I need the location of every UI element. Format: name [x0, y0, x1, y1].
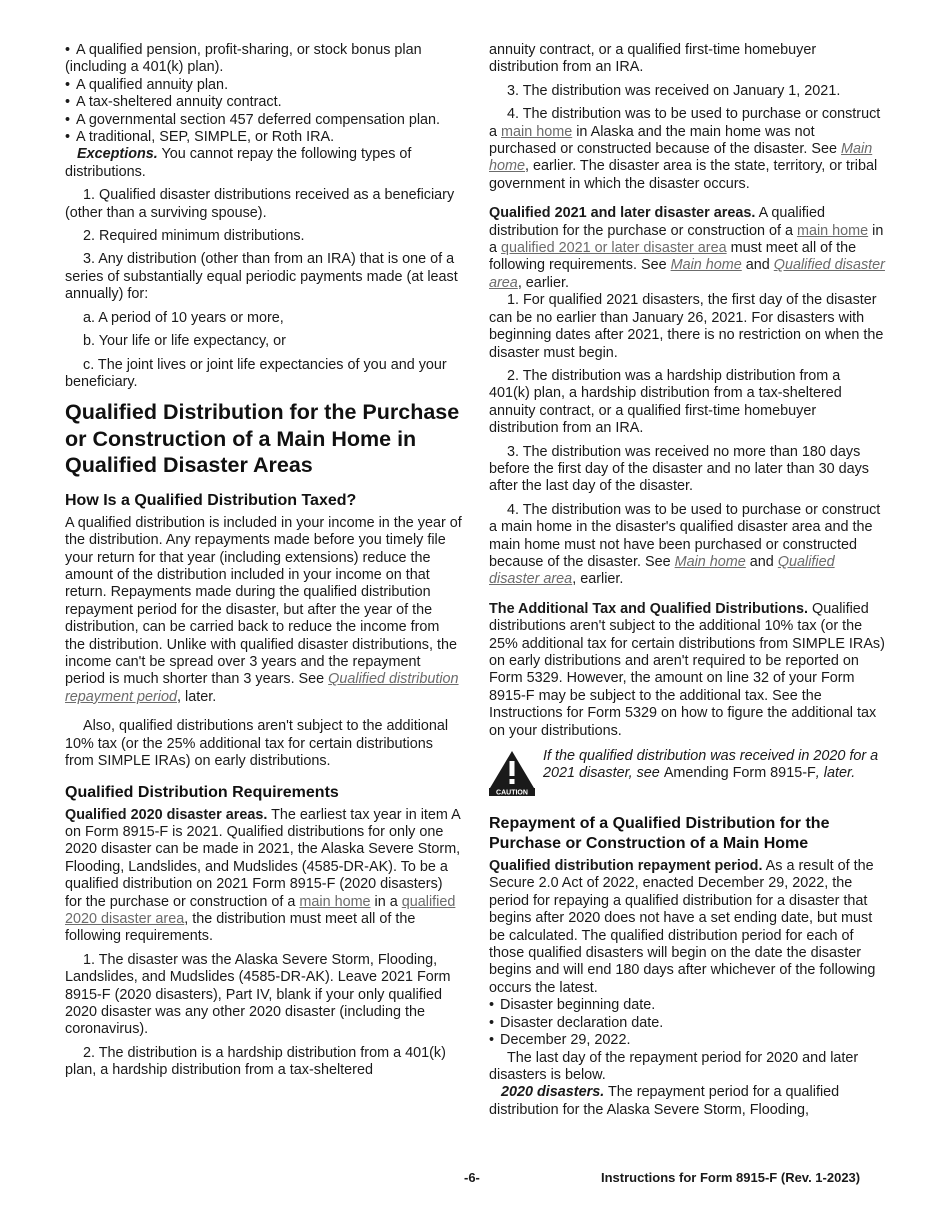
exception-2: 2. Required minimum distributions.	[83, 228, 305, 245]
repayment-period-text: As a result of the Secure 2.0 Act of 2022, enacted December 29, 2022, the period for repaying a qualified distribution for a disaster that begins after 2020 does not have a set ending date, but must be calculated. The qualified distribution period for each of those qualified disasters will begin on the date the disaster begins and will end 180 days after whichever of the following occurs the latest.	[489, 858, 876, 996]
section-heading-main-home: Qualified Distribution for the Purchase or Construction of a Main Home in Qualified Disaster Areas	[65, 400, 460, 478]
link-main-home[interactable]: Main home	[670, 257, 742, 274]
exceptions-title: Exceptions.	[77, 146, 158, 163]
requirement-1: 1. The disaster was the Alaska Severe Storm, Flooding, Landslides, and Mudslides (4585-DR-AK). Leave 2021 Form 8915-F (2020 disasters), Part IV, blank if your only qualified 2020 disaster was any other 2020 disaster (including the coronavirus).	[65, 951, 451, 1038]
additional-tax-paragraph	[489, 601, 885, 740]
heading-repayment: Repayment of a Qualified Distribution for the Purchase or Construction of a Main Home	[489, 815, 830, 853]
heading-how-taxed: How Is a Qualified Distribution Taxed?	[65, 491, 357, 509]
requirement-2: 2. The distribution is a hardship distribution from a 401(k) plan, a hardship distribution from a tax-sheltered	[65, 1044, 446, 1079]
q2020-text: The earliest tax year in item A on Form 8915-F is 2021. Qualified distributions for only one 2020 disaster can be made in 2021, the Alaska Severe Storm, Flooding, Landslides, and Mudslides (4585-DR-AK). To be a qualified distribution on 2021 Form 8915-F (2020 disasters) for the purchase or construction of a	[65, 806, 461, 910]
q2021-requirement-4-text: 4. The distribution was to be used to purchase or construct a main home in the disaster's qualified disaster area and the main home must not have been purchased or constructed because of the disaster. See	[489, 501, 881, 570]
caution-text	[543, 748, 885, 796]
link-main-home[interactable]: Main home	[489, 141, 873, 175]
exception-3b: b. Your life or life expectancy, or	[83, 333, 286, 350]
q2021-requirement-1: 1. For qualified 2021 disasters, the first day of the disaster can be no earlier than January 26, 2021. For disasters with beginning dates after 2021, there is no restriction on when the disaster must begin.	[489, 292, 884, 361]
repayment-period-title: Qualified distribution repayment period.	[489, 858, 763, 875]
page-number: -6-	[464, 1170, 480, 1185]
caution-text-b: , later.	[815, 765, 856, 782]
q2021-text-d: and	[741, 257, 774, 274]
bullet-beginning-date: • Disaster beginning date.	[489, 997, 885, 1014]
requirement-2-continued: annuity contract, or a qualified first-time homebuyer distribution from an IRA.	[489, 42, 817, 76]
bullet-december-29: • December 29, 2022.	[489, 1032, 885, 1049]
q2021-text-e: , earlier.	[517, 274, 570, 291]
q2021-text: A qualified distribution for the purchase or construction of a	[489, 205, 825, 239]
bullet-ira: • A traditional, SEP, SIMPLE, or Roth IRA.	[65, 129, 463, 146]
footer-title: Instructions for Form 8915-F (Rev. 1-2023)	[601, 1170, 861, 1185]
q2021-requirement-2: 2. The distribution was a hardship distribution from a 401(k) plan, a hardship distribution from a tax-sheltered annuity contract, or a qualified first-time homebuyer distribution from an IRA.	[489, 367, 842, 437]
link-qualified-distribution-repayment-period[interactable]: Qualified distribution repayment period	[65, 671, 459, 705]
link-main-home[interactable]: main home	[796, 222, 869, 239]
disasters-2020-title: 2020 disasters.	[501, 1084, 605, 1101]
exceptions-text: You cannot repay the following types of distributions.	[65, 146, 412, 180]
caution-label: CAUTION	[496, 789, 528, 797]
left-column	[65, 42, 463, 1080]
additional-tax-text: Qualified distributions aren't subject to the additional 10% tax (or the 25% additional tax for certain distributions from SIMPLE IRAs) on early distributions and aren't required to be reported on Form 5329. However, the amount on line 32 of your Form 8915-F may be subject to the additional tax. See the Instructions for Form 5329 on how to figure the additional tax on your distributions.	[489, 600, 885, 739]
heading-requirements: Qualified Distribution Requirements	[65, 783, 339, 801]
requirement-4-text-c: , earlier. The disaster area is the state, territory, or tribal government in which the disaster occurs.	[489, 158, 878, 192]
link-qualified-2021-disaster-area[interactable]: qualified 2021 or later disaster area	[501, 240, 727, 257]
link-qualified-disaster-area[interactable]: Qualified disaster area	[489, 257, 885, 291]
repayment-period-paragraph	[489, 858, 885, 997]
q2021-requirement-4-text-b: and	[745, 553, 778, 570]
caution-amending-ref: Amending Form 8915-F	[663, 765, 816, 782]
link-main-home[interactable]: main home	[299, 893, 371, 910]
taxed-paragraph	[65, 515, 463, 706]
exception-1: 1. Qualified disaster distributions received as a beneficiary (other than a surviving spouse).	[65, 187, 455, 221]
requirement-4-text-b: in Alaska and the main home was not purchased or constructed because of the disaster. See	[489, 123, 841, 158]
bullet-tax-sheltered: • A tax-sheltered annuity contract.	[65, 94, 463, 111]
q2021-text-b: in a	[489, 222, 884, 257]
link-qualified-2020-disaster-area[interactable]: qualified 2020 disaster area	[65, 893, 456, 927]
disasters-2020-paragraph	[489, 1084, 885, 1119]
q2020-title: Qualified 2020 disaster areas.	[65, 806, 268, 823]
caution-icon	[489, 750, 535, 796]
link-main-home[interactable]: Main home	[674, 553, 746, 570]
bullet-annuity-plan: • A qualified annuity plan.	[65, 77, 463, 94]
link-main-home[interactable]: main home	[501, 123, 573, 140]
q2021-requirement-4	[489, 502, 885, 589]
q2021-requirement-4-text-c: , earlier.	[572, 571, 624, 588]
q2021-text-c: must meet all of the following requirements. See	[489, 240, 857, 274]
q2020-text-c: , the distribution must meet all of the following requirements.	[65, 910, 416, 945]
taxed-paragraph-2: Also, qualified distributions aren't subject to the additional 10% tax (or the 25% additional tax for certain distributions from SIMPLE IRAs) on early distributions.	[65, 718, 449, 770]
q2021-paragraph	[489, 205, 885, 292]
requirement-3: 3. The distribution was received on January 1, 2021.	[507, 82, 841, 99]
bullet-section-457: • A governmental section 457 deferred compensation plan.	[65, 112, 463, 129]
bullet-pension-plan: • A qualified pension, profit-sharing, or stock bonus plan (including a 401(k) plan).	[65, 42, 463, 77]
disasters-2020-text: The repayment period for a qualified distribution for the Alaska Severe Storm, Flooding,	[489, 1084, 840, 1118]
caution-note	[489, 748, 885, 796]
exception-3c: c. The joint lives or joint life expectancies of you and your beneficiary.	[65, 356, 447, 390]
q2020-text-b: in a	[370, 893, 402, 910]
bullet-declaration-date: • Disaster declaration date.	[489, 1015, 885, 1032]
last-day-paragraph: The last day of the repayment period for 2020 and later disasters is below.	[489, 1049, 859, 1083]
caution-text-a: If the qualified distribution was received in 2020 for a 2021 disaster, see	[543, 748, 879, 782]
exceptions-paragraph	[65, 146, 463, 181]
exception-3: 3. Any distribution (other than from an IRA) that is one of a series of substantially equal periodic payments made (at least annually) for:	[65, 251, 458, 303]
additional-tax-title: The Additional Tax and Qualified Distributions.	[489, 600, 809, 617]
taxed-text: A qualified distribution is included in your income in the year of the distribution. Any repayments made before you timely file your return for that year (including extensions) reduce the amount of the distribution included in your income on that return. Repayments made during the qualified distribution repayment period for the disaster, but after the year of the distribution, can be carried back to reduce the income from the distribution. Unlike with qualified disaster distributions, the income can't be spread over 3 years and the repayment period is much shorter than 3 years. See	[65, 514, 462, 688]
exception-3a: a. A period of 10 years or more,	[83, 309, 284, 326]
taxed-text-end: , later.	[177, 688, 217, 705]
q2021-requirement-3: 3. The distribution was received no more than 180 days before the first day of the disaster and no later than 30 days after the last day of the disaster.	[489, 443, 869, 495]
q2020-paragraph	[65, 807, 463, 946]
q2021-title: Qualified 2021 and later disaster areas.	[489, 205, 756, 222]
requirement-4-text: 4. The distribution was to be used to purchase or construct a	[489, 106, 881, 140]
requirement-4	[489, 106, 885, 193]
link-qualified-disaster-area[interactable]: Qualified disaster area	[489, 553, 835, 588]
right-column	[489, 42, 885, 1119]
